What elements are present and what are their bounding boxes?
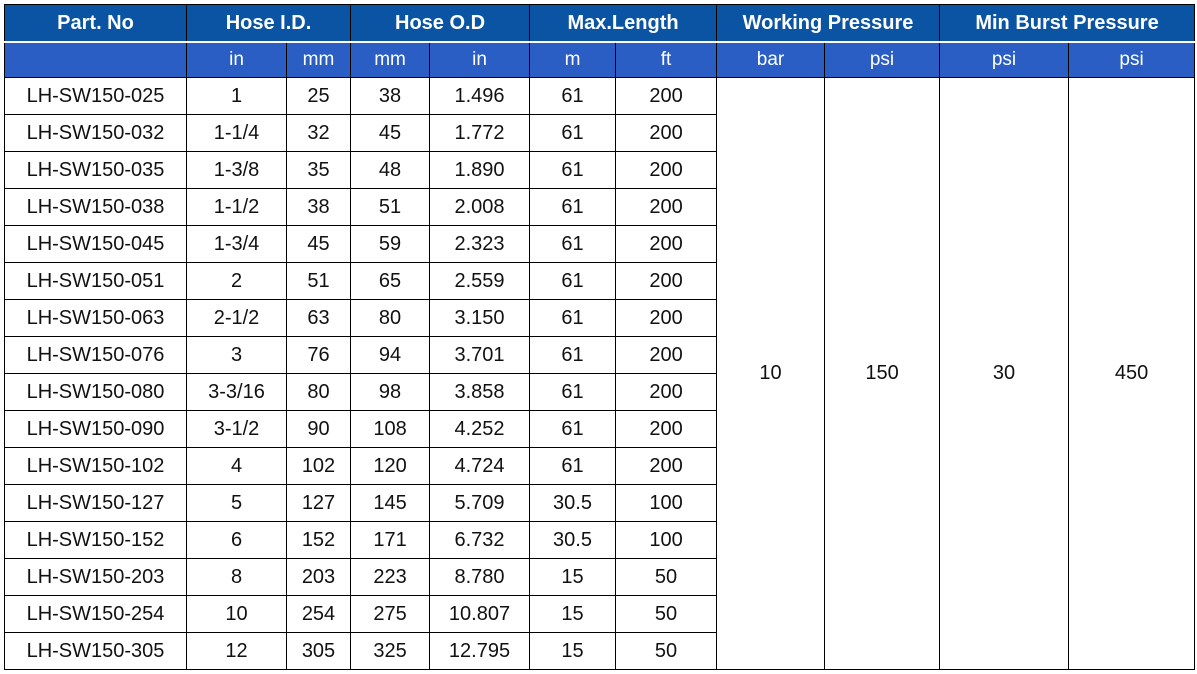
cell-part-no: LH-SW150-063 <box>5 300 187 337</box>
cell-length-m: 61 <box>530 337 616 374</box>
cell-id-mm: 102 <box>287 448 351 485</box>
cell-id-mm: 90 <box>287 411 351 448</box>
cell-od-mm: 98 <box>351 374 430 411</box>
table-header <box>5 5 1195 78</box>
unit-od-in: in <box>430 42 530 78</box>
cell-od-in: 2.323 <box>430 226 530 263</box>
cell-burst-psi-2: 450 <box>1069 78 1195 670</box>
cell-part-no: LH-SW150-038 <box>5 189 187 226</box>
cell-part-no: LH-SW150-035 <box>5 152 187 189</box>
cell-length-ft: 200 <box>616 411 717 448</box>
cell-od-mm: 38 <box>351 78 430 115</box>
cell-id-in: 1 <box>187 78 287 115</box>
cell-id-mm: 127 <box>287 485 351 522</box>
cell-od-in: 1.496 <box>430 78 530 115</box>
cell-od-in: 4.252 <box>430 411 530 448</box>
cell-length-m: 61 <box>530 448 616 485</box>
cell-od-in: 1.772 <box>430 115 530 152</box>
cell-length-ft: 200 <box>616 263 717 300</box>
cell-length-ft: 200 <box>616 78 717 115</box>
header-min-burst-pressure: Min Burst Pressure <box>940 5 1195 43</box>
cell-part-no: LH-SW150-090 <box>5 411 187 448</box>
cell-length-m: 61 <box>530 263 616 300</box>
cell-part-no: LH-SW150-102 <box>5 448 187 485</box>
cell-length-ft: 200 <box>616 374 717 411</box>
hose-spec-table <box>4 4 1195 670</box>
cell-id-mm: 63 <box>287 300 351 337</box>
cell-od-mm: 120 <box>351 448 430 485</box>
cell-id-mm: 35 <box>287 152 351 189</box>
cell-length-m: 30.5 <box>530 485 616 522</box>
cell-od-in: 10.807 <box>430 596 530 633</box>
cell-od-mm: 171 <box>351 522 430 559</box>
unit-id-in: in <box>187 42 287 78</box>
cell-od-in: 1.890 <box>430 152 530 189</box>
cell-length-ft: 200 <box>616 189 717 226</box>
cell-od-in: 5.709 <box>430 485 530 522</box>
cell-length-m: 61 <box>530 411 616 448</box>
cell-part-no: LH-SW150-045 <box>5 226 187 263</box>
cell-id-in: 3-1/2 <box>187 411 287 448</box>
cell-length-m: 15 <box>530 559 616 596</box>
cell-id-in: 1-3/8 <box>187 152 287 189</box>
cell-id-mm: 76 <box>287 337 351 374</box>
cell-id-mm: 203 <box>287 559 351 596</box>
cell-id-in: 3-3/16 <box>187 374 287 411</box>
cell-od-in: 2.008 <box>430 189 530 226</box>
cell-length-ft: 50 <box>616 559 717 596</box>
cell-id-in: 1-1/2 <box>187 189 287 226</box>
cell-od-in: 2.559 <box>430 263 530 300</box>
header-part-no: Part. No <box>5 5 187 43</box>
cell-id-in: 1-1/4 <box>187 115 287 152</box>
unit-wp-bar: bar <box>717 42 825 78</box>
cell-od-mm: 275 <box>351 596 430 633</box>
cell-id-mm: 51 <box>287 263 351 300</box>
cell-id-mm: 32 <box>287 115 351 152</box>
cell-part-no: LH-SW150-080 <box>5 374 187 411</box>
cell-od-mm: 325 <box>351 633 430 670</box>
unit-bp-psi-1: psi <box>940 42 1069 78</box>
cell-id-in: 2 <box>187 263 287 300</box>
header-unit-row <box>5 42 1195 78</box>
unit-wp-psi: psi <box>825 42 940 78</box>
cell-part-no: LH-SW150-051 <box>5 263 187 300</box>
cell-length-m: 30.5 <box>530 522 616 559</box>
cell-od-mm: 94 <box>351 337 430 374</box>
header-group-row <box>5 5 1195 43</box>
header-working-pressure: Working Pressure <box>717 5 940 43</box>
cell-length-ft: 50 <box>616 633 717 670</box>
cell-part-no: LH-SW150-254 <box>5 596 187 633</box>
cell-id-in: 12 <box>187 633 287 670</box>
cell-length-m: 61 <box>530 189 616 226</box>
cell-id-mm: 38 <box>287 189 351 226</box>
cell-length-ft: 200 <box>616 337 717 374</box>
cell-working-psi: 150 <box>825 78 940 670</box>
cell-od-in: 6.732 <box>430 522 530 559</box>
cell-od-in: 3.858 <box>430 374 530 411</box>
cell-od-in: 12.795 <box>430 633 530 670</box>
cell-od-mm: 45 <box>351 115 430 152</box>
cell-od-mm: 80 <box>351 300 430 337</box>
cell-length-m: 61 <box>530 78 616 115</box>
cell-id-in: 10 <box>187 596 287 633</box>
cell-id-in: 6 <box>187 522 287 559</box>
header-hose-od: Hose O.D <box>351 5 530 43</box>
cell-od-mm: 108 <box>351 411 430 448</box>
cell-od-mm: 48 <box>351 152 430 189</box>
cell-length-ft: 200 <box>616 226 717 263</box>
cell-id-in: 4 <box>187 448 287 485</box>
cell-id-mm: 152 <box>287 522 351 559</box>
cell-length-m: 15 <box>530 596 616 633</box>
cell-id-in: 1-3/4 <box>187 226 287 263</box>
cell-part-no: LH-SW150-152 <box>5 522 187 559</box>
cell-od-mm: 145 <box>351 485 430 522</box>
cell-length-m: 61 <box>530 374 616 411</box>
cell-length-ft: 200 <box>616 448 717 485</box>
cell-part-no: LH-SW150-305 <box>5 633 187 670</box>
cell-od-mm: 51 <box>351 189 430 226</box>
cell-od-in: 3.150 <box>430 300 530 337</box>
cell-length-m: 15 <box>530 633 616 670</box>
header-hose-id: Hose I.D. <box>187 5 351 43</box>
unit-len-ft: ft <box>616 42 717 78</box>
cell-id-mm: 254 <box>287 596 351 633</box>
cell-od-mm: 59 <box>351 226 430 263</box>
cell-od-in: 8.780 <box>430 559 530 596</box>
cell-id-in: 8 <box>187 559 287 596</box>
cell-od-mm: 65 <box>351 263 430 300</box>
cell-length-ft: 200 <box>616 115 717 152</box>
cell-id-in: 5 <box>187 485 287 522</box>
cell-id-mm: 305 <box>287 633 351 670</box>
table-row <box>5 78 1195 115</box>
cell-id-in: 3 <box>187 337 287 374</box>
cell-length-m: 61 <box>530 226 616 263</box>
cell-id-in: 2-1/2 <box>187 300 287 337</box>
cell-burst-psi-1: 30 <box>940 78 1069 670</box>
unit-len-m: m <box>530 42 616 78</box>
cell-part-no: LH-SW150-025 <box>5 78 187 115</box>
cell-od-in: 3.701 <box>430 337 530 374</box>
unit-part-no-blank <box>5 42 187 78</box>
unit-od-mm: mm <box>351 42 430 78</box>
table-body <box>5 78 1195 670</box>
cell-part-no: LH-SW150-203 <box>5 559 187 596</box>
cell-id-mm: 45 <box>287 226 351 263</box>
cell-id-mm: 80 <box>287 374 351 411</box>
header-max-length: Max.Length <box>530 5 717 43</box>
cell-length-ft: 100 <box>616 485 717 522</box>
cell-length-ft: 100 <box>616 522 717 559</box>
cell-part-no: LH-SW150-076 <box>5 337 187 374</box>
cell-working-bar: 10 <box>717 78 825 670</box>
cell-length-m: 61 <box>530 115 616 152</box>
cell-od-mm: 223 <box>351 559 430 596</box>
cell-part-no: LH-SW150-127 <box>5 485 187 522</box>
unit-id-mm: mm <box>287 42 351 78</box>
cell-part-no: LH-SW150-032 <box>5 115 187 152</box>
cell-length-m: 61 <box>530 300 616 337</box>
cell-id-mm: 25 <box>287 78 351 115</box>
cell-length-ft: 200 <box>616 300 717 337</box>
cell-od-in: 4.724 <box>430 448 530 485</box>
unit-bp-psi-2: psi <box>1069 42 1195 78</box>
cell-length-ft: 200 <box>616 152 717 189</box>
cell-length-ft: 50 <box>616 596 717 633</box>
cell-length-m: 61 <box>530 152 616 189</box>
